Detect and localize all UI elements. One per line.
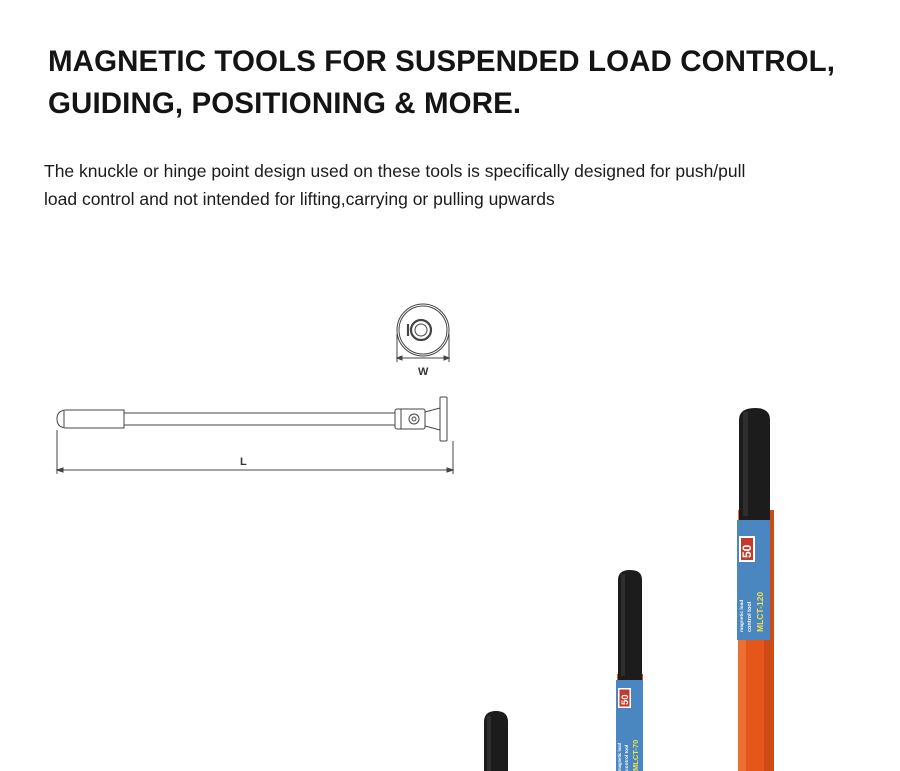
medium-tool-badge: 50 [620,694,631,705]
large-tool-model: MLCT-120 [755,591,765,632]
description-line-1: The knuckle or hinge point design used on these tools is specifically designed for push/pull [44,161,746,181]
description-line-2: load control and not intended for lifting,carrying or pulling upwards [44,189,555,209]
width-dimension-label: W [418,366,429,378]
medium-tool-model: MLCT-70 [631,739,640,771]
medium-tool-text-2: control tool [625,744,630,771]
heading-line-2: GUIDING, POSITIONING & MORE. [48,87,522,120]
heading-line-1: MAGNETIC TOOLS FOR SUSPENDED LOAD CONTROL, [48,45,836,78]
large-tool-text-2: control tool [747,601,753,632]
medium-magnetic-tool [616,570,643,771]
length-dimension-label: L [240,456,247,468]
small-magnetic-tool [484,711,508,771]
medium-tool-text-1: magnetic load [617,742,622,771]
large-tool-text-1: magnetic load [740,599,745,632]
side-view-drawing [57,397,453,474]
end-view-drawing [397,304,449,362]
large-magnetic-tool [737,408,774,771]
large-tool-badge: 50 [740,544,754,558]
